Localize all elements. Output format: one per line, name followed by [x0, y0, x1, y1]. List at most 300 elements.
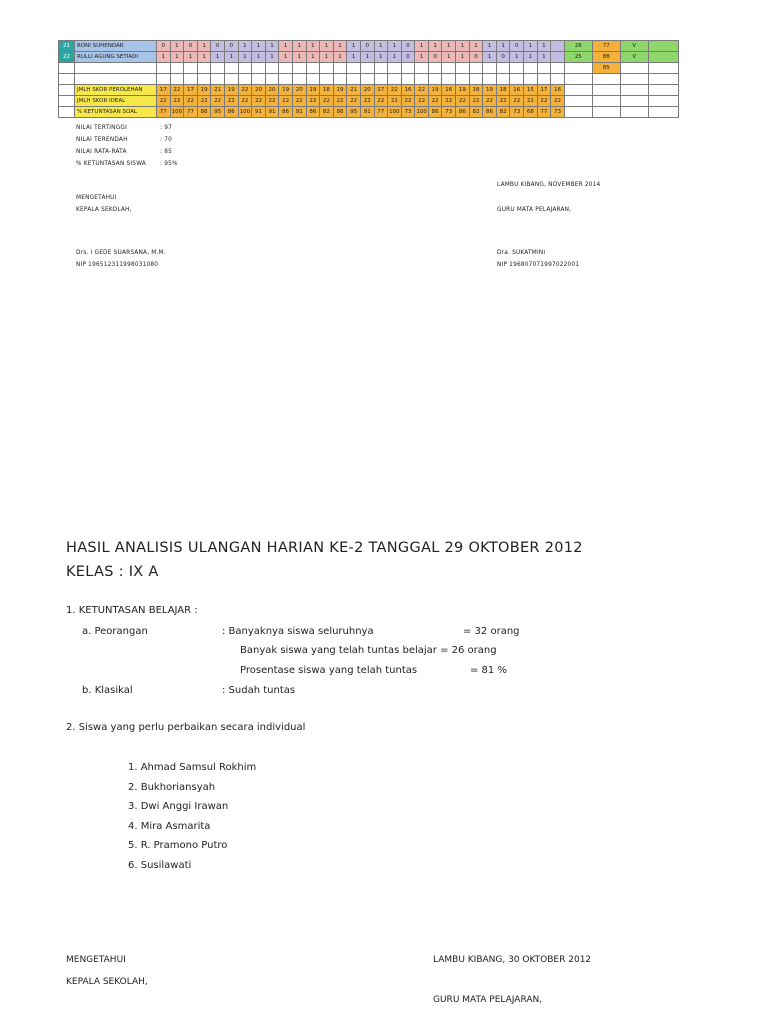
- table-cell: [59, 74, 75, 85]
- answer-cell: 1: [197, 41, 211, 52]
- summary-cell: 77: [537, 107, 551, 118]
- list-item: 2. Bukhoriansyah: [128, 781, 216, 793]
- sign2-acknowledge: MENGETAHUI: [66, 955, 126, 965]
- table-cell: [456, 74, 470, 85]
- table-cell: [374, 63, 388, 74]
- score-table: [58, 40, 679, 118]
- table-cell: [564, 74, 592, 85]
- stat-row: [76, 125, 172, 137]
- summary-cell: 19: [483, 85, 497, 96]
- summary-cell: 95: [211, 107, 225, 118]
- table-cell: [59, 85, 75, 96]
- list-item: 1. Ahmad Samsul Rokhim: [128, 762, 257, 773]
- summary-cell: 22: [170, 96, 184, 107]
- table-cell: [333, 63, 347, 74]
- answer-cell: 1: [496, 41, 510, 52]
- answer-cell: 1: [442, 41, 456, 52]
- summary-cell: 19: [224, 85, 238, 96]
- summary-label: JMLH SKOR IDEAL: [75, 96, 157, 107]
- summary-cell: 17: [537, 85, 551, 96]
- table-cell: [496, 74, 510, 85]
- summary-cell: 17: [374, 85, 388, 96]
- table-cell: [442, 63, 456, 74]
- stats-block: [76, 125, 178, 173]
- answer-cell: 1: [483, 52, 497, 63]
- summary-cell: 19: [279, 85, 293, 96]
- student-name: RULLI AGUNG SETIADI: [75, 52, 157, 63]
- section1-heading: 1. KETUNTASAN BELAJAR :: [66, 605, 198, 616]
- table-cell: [428, 74, 442, 85]
- a-line3: Prosentase siswa yang telah tuntas: [240, 665, 418, 676]
- summary-cell: 22: [279, 96, 293, 107]
- answer-cell: 1: [320, 41, 334, 52]
- summary-cell: 22: [388, 96, 402, 107]
- answer-cell: 0: [401, 52, 415, 63]
- summary-cell: 95: [347, 107, 361, 118]
- average-value: 85: [592, 63, 620, 74]
- summary-cell: 100: [238, 107, 252, 118]
- summary-cell: 22: [442, 96, 456, 107]
- summary-cell: 16: [510, 85, 524, 96]
- table-cell: [265, 74, 279, 85]
- table-cell: [401, 63, 415, 74]
- answer-cell: 1: [388, 52, 402, 63]
- summary-cell: 22: [469, 96, 483, 107]
- table-cell: [592, 85, 620, 96]
- summary-cell: 22: [551, 96, 565, 107]
- table-cell: [292, 63, 306, 74]
- table-cell: [564, 107, 592, 118]
- answer-cell: 1: [157, 52, 171, 63]
- table-cell: [360, 74, 374, 85]
- table-cell: [592, 74, 620, 85]
- student-score: 28: [564, 41, 592, 52]
- table-cell: [347, 74, 361, 85]
- table-cell: [442, 74, 456, 85]
- table-cell: [320, 74, 334, 85]
- summary-cell: 100: [388, 107, 402, 118]
- student-score: 25: [564, 52, 592, 63]
- analysis-title: HASIL ANALISIS ULANGAN HARIAN KE-2 TANGGAL 29 OKTOBER 2012: [66, 540, 583, 556]
- summary-cell: 22: [320, 96, 334, 107]
- answer-cell: 1: [306, 41, 320, 52]
- sign2-headmaster-title: KEPALA SEKOLAH,: [66, 977, 148, 987]
- answer-cell: 1: [265, 41, 279, 52]
- summary-cell: 22: [238, 96, 252, 107]
- section2-heading: 2. Siswa yang perlu perbaikan secara individual: [66, 722, 306, 733]
- average-row: [59, 63, 679, 74]
- answer-cell: 1: [292, 41, 306, 52]
- table-cell: [238, 74, 252, 85]
- table-cell: [620, 74, 648, 85]
- answer-cell: 1: [184, 52, 198, 63]
- summary-cell: 22: [374, 96, 388, 107]
- summary-cell: 86: [428, 107, 442, 118]
- answer-cell: 1: [333, 52, 347, 63]
- table-cell: [170, 63, 184, 74]
- summary-row: [59, 96, 679, 107]
- stat-label: % KETUNTASAN SISWA: [76, 161, 146, 167]
- answer-cell: 1: [170, 52, 184, 63]
- summary-cell: 86: [306, 107, 320, 118]
- answer-cell: 1: [456, 52, 470, 63]
- answer-cell: 1: [442, 52, 456, 63]
- summary-cell: 19: [306, 85, 320, 96]
- summary-cell: 91: [292, 107, 306, 118]
- summary-cell: 86: [483, 107, 497, 118]
- summary-cell: 82: [469, 107, 483, 118]
- summary-cell: 19: [456, 85, 470, 96]
- table-cell: [483, 63, 497, 74]
- table-cell: [306, 63, 320, 74]
- answer-cell: 1: [238, 52, 252, 63]
- summary-cell: 22: [415, 85, 429, 96]
- summary-cell: 20: [252, 85, 266, 96]
- summary-row: [59, 107, 679, 118]
- table-cell: [59, 96, 75, 107]
- summary-cell: 21: [347, 85, 361, 96]
- table-cell: [469, 74, 483, 85]
- answer-cell: 0: [211, 41, 225, 52]
- answer-cell: 1: [374, 52, 388, 63]
- answer-cell: 1: [252, 41, 266, 52]
- summary-cell: 20: [360, 85, 374, 96]
- table-cell: [279, 74, 293, 85]
- answer-cell: 1: [265, 52, 279, 63]
- table-cell: [252, 74, 266, 85]
- summary-cell: 100: [170, 107, 184, 118]
- table-cell: [157, 74, 171, 85]
- summary-cell: 77: [184, 107, 198, 118]
- summary-cell: 22: [415, 96, 429, 107]
- stat-row: [76, 137, 172, 149]
- summary-cell: 22: [157, 96, 171, 107]
- answer-cell: 1: [537, 52, 551, 63]
- answer-cell: 1: [347, 41, 361, 52]
- table-cell: [347, 63, 361, 74]
- table-cell: [524, 74, 538, 85]
- table-cell: [592, 96, 620, 107]
- summary-cell: 73: [510, 107, 524, 118]
- answer-cell: 1: [388, 41, 402, 52]
- answer-cell: 1: [320, 52, 334, 63]
- answer-cell: 1: [415, 41, 429, 52]
- summary-cell: 17: [157, 85, 171, 96]
- table-cell: [592, 107, 620, 118]
- answer-cell: 1: [510, 52, 524, 63]
- a-label: a. Peorangan: [82, 626, 148, 637]
- answer-cell: 0: [428, 52, 442, 63]
- table-cell: [374, 74, 388, 85]
- answer-cell: 1: [224, 52, 238, 63]
- table-cell: [157, 63, 171, 74]
- answer-cell: 1: [483, 41, 497, 52]
- answer-cell: 1: [170, 41, 184, 52]
- b-value: : Sudah tuntas: [222, 685, 296, 696]
- table-cell: [279, 63, 293, 74]
- table-cell: [648, 85, 678, 96]
- stat-label: NILAI TERENDAH: [76, 137, 128, 143]
- stat-label: NILAI TERTINGGI: [76, 125, 128, 131]
- table-cell: [496, 63, 510, 74]
- table-cell: [483, 74, 497, 85]
- table-cell: [59, 107, 75, 118]
- table-cell: [510, 63, 524, 74]
- summary-cell: 86: [224, 107, 238, 118]
- summary-cell: 16: [442, 85, 456, 96]
- table-cell: [564, 85, 592, 96]
- answer-cell: 1: [524, 52, 538, 63]
- table-cell: [620, 107, 648, 118]
- student-status: V: [620, 41, 648, 52]
- table-cell: [551, 63, 565, 74]
- table-cell: [469, 63, 483, 74]
- table-cell: [320, 63, 334, 74]
- sign1-headmaster-title: KEPALA SEKOLAH,: [76, 207, 132, 213]
- summary-cell: 68: [524, 107, 538, 118]
- summary-cell: 82: [496, 107, 510, 118]
- summary-row: [59, 85, 679, 96]
- stat-value: : 85: [160, 149, 172, 155]
- answer-cell: 0: [224, 41, 238, 52]
- table-cell: [648, 107, 678, 118]
- summary-cell: 22: [388, 85, 402, 96]
- table-cell: [184, 63, 198, 74]
- summary-cell: 22: [510, 96, 524, 107]
- table-cell: [620, 85, 648, 96]
- table-cell: [537, 63, 551, 74]
- summary-cell: 100: [415, 107, 429, 118]
- table-cell: [620, 96, 648, 107]
- summary-cell: 17: [184, 85, 198, 96]
- summary-cell: 22: [306, 96, 320, 107]
- sign2-place-date: LAMBU KIBANG, 30 OKTOBER 2012: [433, 955, 592, 965]
- answer-cell: [551, 52, 565, 63]
- sign1-headmaster-nip: NIP 196512311998031080: [76, 262, 159, 268]
- summary-cell: 77: [374, 107, 388, 118]
- summary-cell: 22: [456, 96, 470, 107]
- answer-cell: 0: [510, 41, 524, 52]
- list-item: 3. Dwi Anggi Irawan: [128, 801, 229, 812]
- summary-label: % KETUNTASAN SOAL: [75, 107, 157, 118]
- summary-cell: 22: [197, 96, 211, 107]
- answer-cell: 1: [197, 52, 211, 63]
- stat-value: : 97: [160, 125, 172, 131]
- table-cell: [510, 74, 524, 85]
- answer-cell: 1: [347, 52, 361, 63]
- summary-cell: 22: [483, 96, 497, 107]
- table-cell: [648, 96, 678, 107]
- table-cell: [620, 63, 648, 74]
- table-cell: [524, 63, 538, 74]
- answer-cell: 1: [252, 52, 266, 63]
- a-line1-value: = 32 orang: [463, 626, 520, 637]
- summary-cell: 73: [442, 107, 456, 118]
- summary-cell: 20: [265, 85, 279, 96]
- table-cell: [252, 63, 266, 74]
- summary-cell: 86: [456, 107, 470, 118]
- list-item: 5. R. Pramono Putro: [128, 840, 228, 851]
- answer-cell: 1: [469, 41, 483, 52]
- table-cell: [428, 63, 442, 74]
- answer-cell: 1: [374, 41, 388, 52]
- table-cell: [551, 74, 565, 85]
- analysis-class: KELAS : IX A: [66, 564, 159, 580]
- summary-cell: 19: [428, 85, 442, 96]
- table-cell: [648, 41, 678, 52]
- summary-cell: 22: [265, 96, 279, 107]
- answer-cell: 1: [238, 41, 252, 52]
- a-line3-value: = 81 %: [470, 665, 507, 676]
- answer-cell: 1: [415, 52, 429, 63]
- answer-cell: 1: [306, 52, 320, 63]
- summary-cell: 91: [252, 107, 266, 118]
- list-item: 6. Susilawati: [128, 859, 192, 871]
- table-cell: [648, 63, 678, 74]
- student-row: [59, 41, 679, 52]
- table-cell: [360, 63, 374, 74]
- table-cell: [75, 74, 157, 85]
- table-cell: [197, 74, 211, 85]
- sign1-headmaster-name: Drs. I GEDE SUARSANA, M.M.: [76, 250, 166, 256]
- student-value: 77: [592, 41, 620, 52]
- answer-cell: 1: [279, 41, 293, 52]
- summary-cell: 22: [333, 96, 347, 107]
- summary-cell: 82: [320, 107, 334, 118]
- stat-value: : 70: [160, 137, 172, 143]
- summary-cell: 22: [496, 96, 510, 107]
- answer-cell: 1: [279, 52, 293, 63]
- summary-cell: 18: [496, 85, 510, 96]
- summary-cell: 22: [537, 96, 551, 107]
- stat-label: NILAI RATA-RATA: [76, 149, 127, 155]
- sign1-teacher-name: Dra. SUKATMINI: [497, 250, 546, 256]
- summary-cell: 86: [279, 107, 293, 118]
- summary-cell: 22: [238, 85, 252, 96]
- sign1-place-date: LAMBU KIBANG, NOVEMBER 2014: [497, 182, 601, 188]
- summary-cell: 22: [360, 96, 374, 107]
- summary-cell: 22: [428, 96, 442, 107]
- table-cell: [564, 63, 592, 74]
- table-cell: [224, 63, 238, 74]
- table-cell: [388, 63, 402, 74]
- summary-cell: 73: [551, 107, 565, 118]
- table-cell: [648, 52, 678, 63]
- summary-cell: 91: [360, 107, 374, 118]
- answer-cell: 1: [524, 41, 538, 52]
- answer-cell: 1: [428, 41, 442, 52]
- sign2-teacher-title: GURU MATA PELAJARAN,: [433, 995, 543, 1005]
- summary-cell: 22: [524, 96, 538, 107]
- answer-cell: 0: [184, 41, 198, 52]
- summary-cell: 19: [333, 85, 347, 96]
- table-cell: [75, 63, 157, 74]
- table-cell: [537, 74, 551, 85]
- table-cell: [211, 74, 225, 85]
- answer-cell: 0: [496, 52, 510, 63]
- stat-value: : 95%: [160, 161, 178, 167]
- answer-cell: 0: [401, 41, 415, 52]
- list-item: 4. Mira Asmarita: [128, 820, 211, 832]
- summary-cell: 86: [197, 107, 211, 118]
- answer-cell: 1: [292, 52, 306, 63]
- sign1-teacher-nip: NIP 196807071997022001: [497, 262, 580, 268]
- answer-cell: 0: [360, 41, 374, 52]
- summary-cell: 18: [469, 85, 483, 96]
- table-cell: [415, 63, 429, 74]
- answer-cell: 1: [333, 41, 347, 52]
- table-cell: [197, 63, 211, 74]
- spacer-row: [59, 74, 679, 85]
- table-cell: [184, 74, 198, 85]
- student-value: 88: [592, 52, 620, 63]
- summary-cell: 15: [524, 85, 538, 96]
- table-cell: [415, 74, 429, 85]
- sign1-acknowledge: MENGETAHUI: [76, 195, 117, 201]
- table-cell: [59, 63, 75, 74]
- summary-cell: 22: [211, 96, 225, 107]
- student-status: V: [620, 52, 648, 63]
- sign1-teacher-title: GURU MATA PELAJARAN,: [497, 207, 572, 213]
- summary-cell: 91: [265, 107, 279, 118]
- summary-cell: 22: [170, 85, 184, 96]
- summary-cell: 18: [320, 85, 334, 96]
- stat-row: [76, 149, 172, 161]
- student-name: RONI SUHENDAR: [75, 41, 157, 52]
- table-cell: [265, 63, 279, 74]
- summary-cell: 22: [401, 96, 415, 107]
- summary-cell: 21: [211, 85, 225, 96]
- a-line1: : Banyaknya siswa seluruhnya: [222, 626, 374, 637]
- summary-cell: 86: [333, 107, 347, 118]
- table-cell: [292, 74, 306, 85]
- summary-cell: 22: [292, 96, 306, 107]
- student-row: [59, 52, 679, 63]
- summary-label: JMLH SKOR PEROLEHAN: [75, 85, 157, 96]
- answer-cell: [551, 41, 565, 52]
- summary-cell: 22: [252, 96, 266, 107]
- table-cell: [388, 74, 402, 85]
- summary-cell: 22: [347, 96, 361, 107]
- summary-cell: 16: [401, 85, 415, 96]
- table-cell: [306, 74, 320, 85]
- summary-cell: 73: [401, 107, 415, 118]
- student-number: 22: [59, 52, 75, 63]
- b-label: b. Klasikal: [82, 685, 133, 696]
- summary-cell: 77: [157, 107, 171, 118]
- answer-cell: 1: [537, 41, 551, 52]
- a-line2: Banyak siswa yang telah tuntas belajar = 26 orang: [240, 645, 497, 656]
- summary-cell: 22: [224, 96, 238, 107]
- table-cell: [333, 74, 347, 85]
- student-number: 21: [59, 41, 75, 52]
- answer-cell: 0: [157, 41, 171, 52]
- summary-cell: 16: [551, 85, 565, 96]
- table-cell: [170, 74, 184, 85]
- summary-cell: 19: [197, 85, 211, 96]
- table-cell: [564, 96, 592, 107]
- table-cell: [211, 63, 225, 74]
- table-cell: [456, 63, 470, 74]
- answer-cell: 1: [456, 41, 470, 52]
- answer-cell: 1: [211, 52, 225, 63]
- table-cell: [648, 74, 678, 85]
- summary-cell: 22: [184, 96, 198, 107]
- answer-cell: 1: [360, 52, 374, 63]
- table-cell: [224, 74, 238, 85]
- table-cell: [401, 74, 415, 85]
- table-cell: [238, 63, 252, 74]
